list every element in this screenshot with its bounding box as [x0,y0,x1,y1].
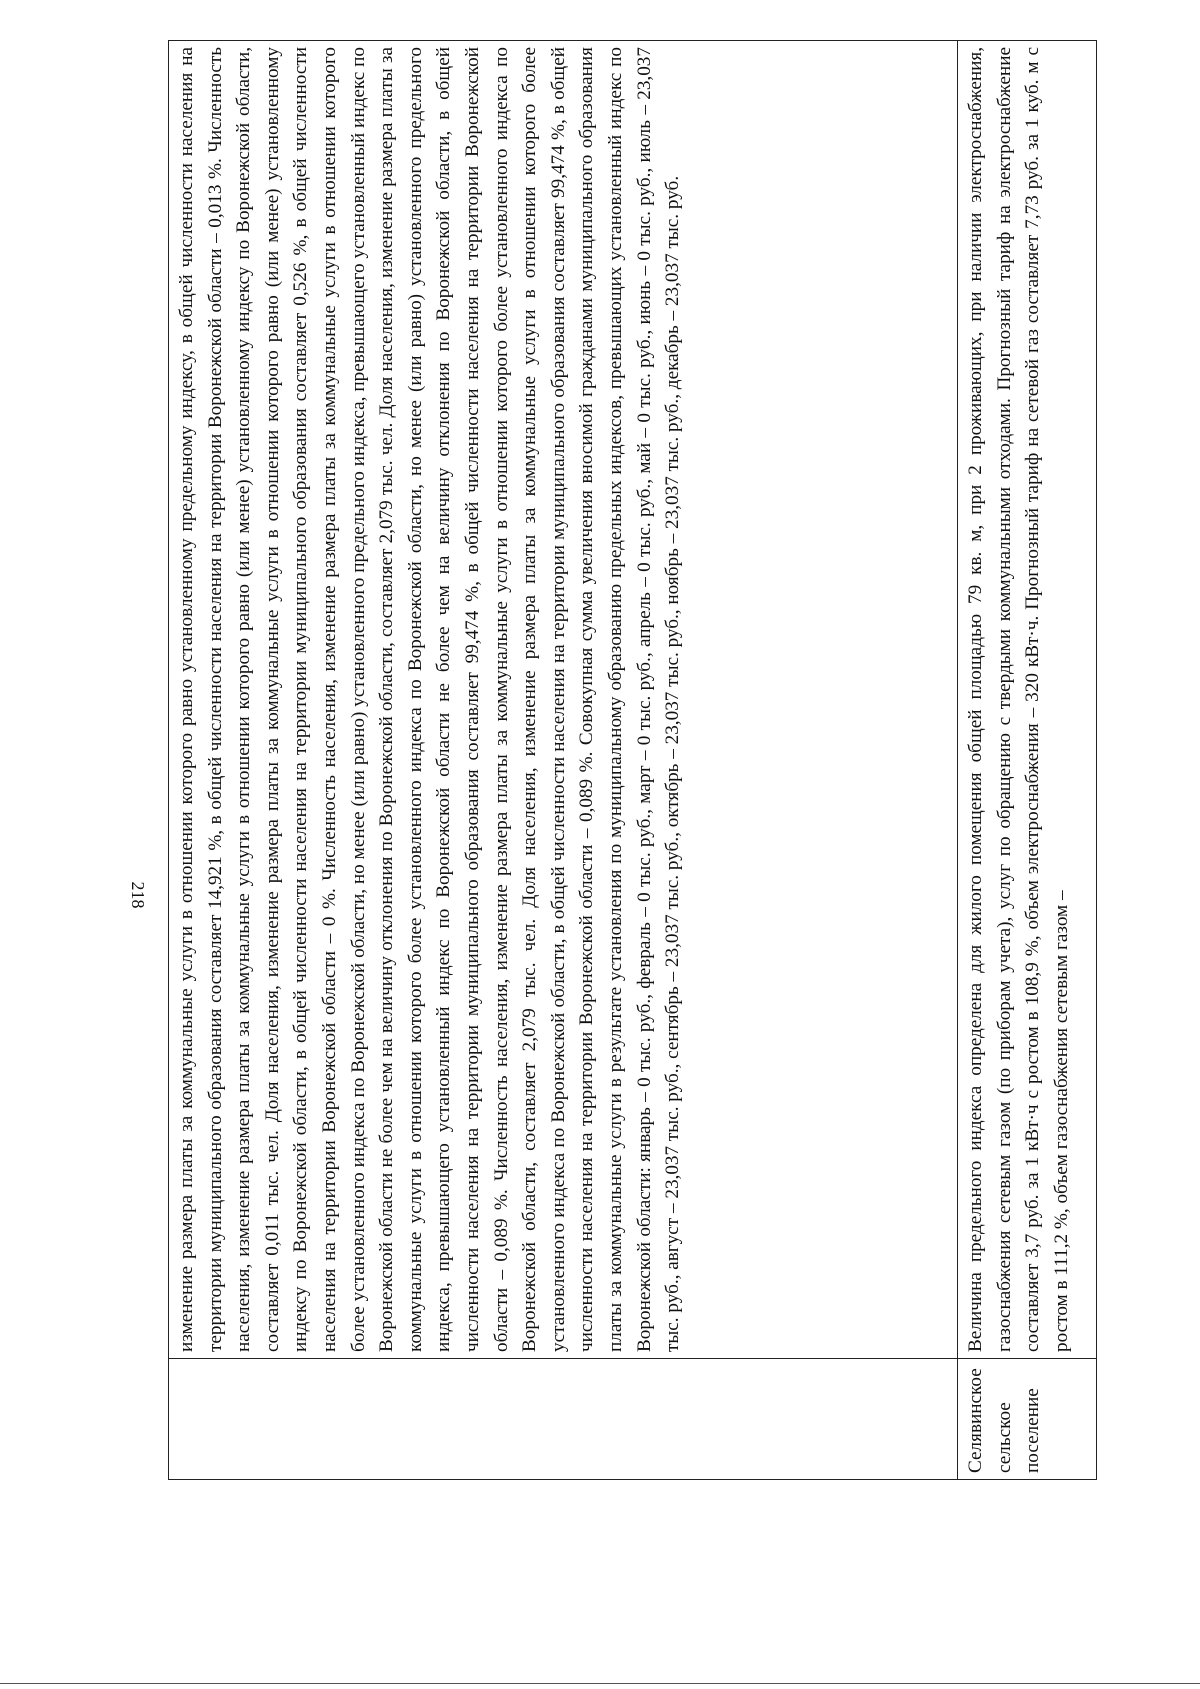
table-row [958,41,1097,1480]
rotated-table-container [168,40,1088,1480]
page-number: 218 [128,881,149,909]
table-cell-name [958,1359,1097,1480]
page-number-container [60,805,149,909]
table-row [169,41,958,1480]
table-cell-text: изменение размера платы за коммунальные услуги в отношении которого равно установленному предельному индексу, в общей численности населения на территории муниципального образования составляет 14,921 %, в общей численности населения на территории Воронежской области – 0,013 %. Численность населения, изменение размера платы за коммунальные услуги в отношении которого равно (или менее) установленному индексу по Воронежской области, составляет 0,011 тыс. чел. Доля населения, изменение размера платы за коммунальные услуги в отношении которого равно (или менее) установленному индексу по Воронежской области, в общей численности населения на территории муниципального образования составляет 0,526 %, в общей численности населения на территории Воронежской области – 0 %. Численность населения, изменение размера платы за коммунальные услуги в отношении которого более установленного индекса по Воронежской области, но менее (или равно) установленного предельного индекса, превышающего установленный индекс по Воронежской области не более чем на величину отклонения по Воронежской области, составляет 2,079 тыс. чел. Доля населения, изменение размера платы за коммунальные услуги в отношении которого более установленного индекса по Воронежской области, но менее (или равно) установленного предельного индекса, превышающего установленный индекс по Воронежской области не более чем на величину отклонения по Воронежской области, в общей численности населения на территории муниципального образования составляет 99,474 %, в общей численности населения на территории Воронежской области – 0,089 %. Численность населения, изменение размера платы за коммунальные услуги в отношении которого более установленного индекса по Воронежской области, составляет 2,079 тыс. чел. Доля населения, изменение размера платы за коммунальные услуги в отношении которого более установленного индекса по Воронежской области, в общей численности населения на территории муниципального образования составляет 99,474 %, в общей численности населения на территории Воронежской области – 0,089 %. Совокупная сумма увеличения вносимой гражданами муниципального образования платы за коммунальные услуги в результате установления по муниципальному образованию предельных индексов, превышающих установленный индекс по Воронежской области: январь – 0 тыс. руб., февраль – 0 тыс. руб., март – 0 тыс. руб., апрель – 0 тыс. руб., май – 0 тыс. руб., июнь – 0 тыс. руб., июль – 23,037 тыс. руб., август – 23,037 тыс. руб., сентябрь – 23,037 тыс. руб., октябрь – 23,037 тыс. руб., ноябрь – 23,037 тыс. руб., декабрь – 23,037 тыс. руб. [169,41,958,1359]
document-table [168,40,1097,1480]
scan-edge-line [0,1683,1200,1684]
table-cell-text: Величина предельного индекса определена для жилого помещения общей площадью 79 кв. м, при 2 проживающих, при наличии электроснабжения, газоснабжения сетевым газом (по приборам учета), услуг по обращению с твердыми коммунальными отходами. Прогнозный тариф на электроснабжение составляет 3,7 руб. за 1 кВт·ч с ростом в 108,9 %, объем электроснабжения – 320 кВт·ч. Прогнозный тариф на сетевой газ составляет 7,73 руб. за 1 куб. м с ростом в 111,2 %, объем газоснабжения сетевым газом – [958,41,1097,1359]
table-cell-name [169,1359,958,1480]
settlement-name: Селявинское сельское поселение [965,1368,1044,1473]
